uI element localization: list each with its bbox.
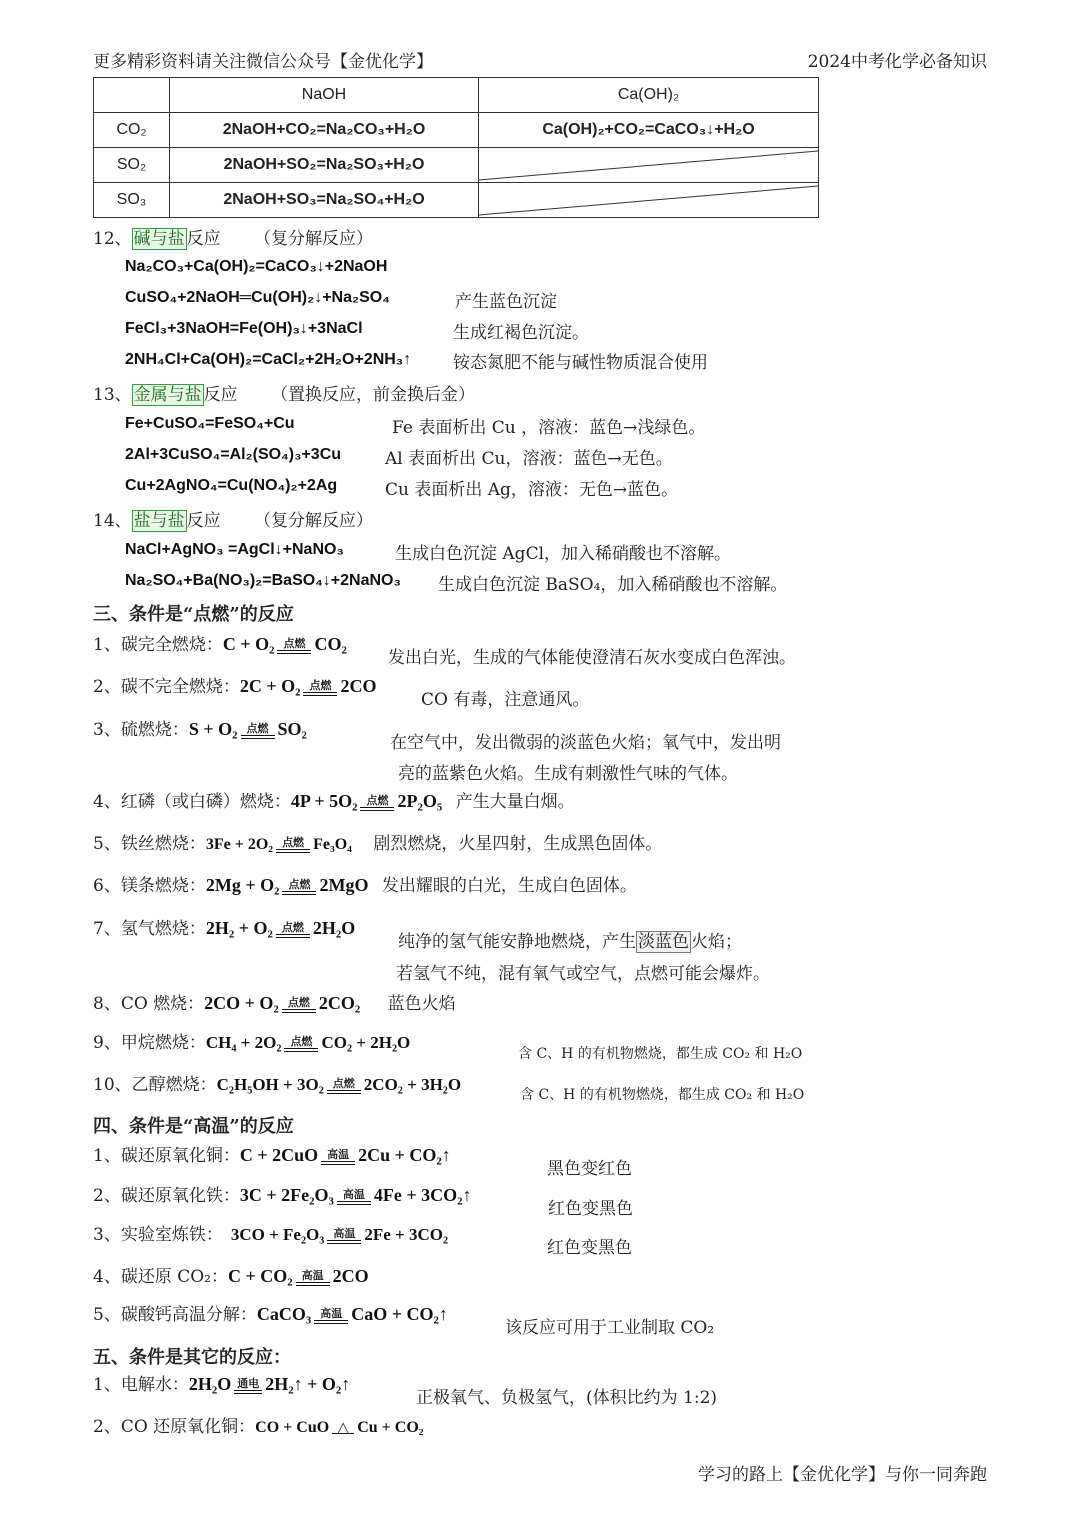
equation-note: 产生蓝色沉淀 [455, 292, 557, 312]
equation: NaCl+AgNO₃ =AgCl↓+NaNO₃ [125, 541, 344, 558]
equation-note: Cu 表面析出 Ag，溶液：无色→蓝色。 [385, 480, 679, 500]
equation-note: 红色变黑色 [548, 1199, 633, 1219]
equation-note: CO 有毒，注意通风。 [421, 690, 590, 710]
reaction-arrow: 点燃 [303, 680, 337, 696]
reaction-arrow: 高温 [327, 1228, 361, 1244]
equation: Fe+CuSO₄=FeSO₄+Cu [125, 415, 295, 432]
reaction-arrow: 高温 [321, 1149, 355, 1165]
table-cell-empty [479, 148, 819, 183]
equation-note: 纯净的氢气能安静地燃烧，产生 淡蓝色 火焰； [398, 932, 742, 952]
reaction-arrow: 点燃 [276, 837, 310, 853]
equation: Na₂CO₃+Ca(OH)₂=CaCO₃↓+2NaOH [125, 258, 388, 275]
reaction-arrow: 点燃 [282, 997, 316, 1013]
reaction-arrow: 点燃 [327, 1078, 361, 1094]
table-row-label: SO₂ [94, 148, 170, 183]
reaction-arrow: 点燃 [360, 795, 394, 811]
equation-note: 生成白色沉淀 BaSO₄，加入稀硝酸也不溶解。 [438, 575, 788, 595]
table-cell: Ca(OH)₂+CO₂=CaCO₃↓+H₂O [479, 113, 819, 148]
reaction-line: 10、乙醇燃烧：C₂H₅OH + 3O₂ 点燃 2CO₂ + 3H₂O [93, 1075, 462, 1095]
equation-note: 正极氧气、负极氢气，(体积比约为 1:2) [416, 1388, 718, 1408]
equation: 2NH₄Cl+Ca(OH)₂=CaCl₂+2H₂O+2NH₃↑ [125, 351, 412, 368]
reaction-arrow: △ [332, 1421, 354, 1434]
reaction-line: 5、碳酸钙高温分解：CaCO₃ 高温 CaO + CO₂↑ [93, 1304, 448, 1325]
reaction-line: 2、碳还原氧化铁：3C + 2Fe₂O₃ 高温 4Fe + 3CO₂↑ [93, 1185, 472, 1206]
table-row-label: SO₃ [94, 183, 170, 218]
reaction-line: 2、CO 还原氧化铜：CO + CuO △ Cu + CO₂ [93, 1417, 424, 1437]
reaction-arrow: 点燃 [241, 723, 275, 739]
equation-note: 发出白光，生成的气体能使澄清石灰水变成白色浑浊。 [388, 648, 796, 668]
reaction-arrow: 高温 [296, 1270, 330, 1286]
diagonal-line [479, 148, 818, 182]
table-header-row [94, 78, 819, 113]
table-cell: 2NaOH+CO₂=Na₂CO₃+H₂O [170, 113, 479, 148]
equation: Na₂SO₄+Ba(NO₃)₂=BaSO₄↓+2NaNO₃ [125, 572, 401, 589]
equation-note: Fe 表面析出 Cu ，溶液：蓝色→浅绿色。 [392, 418, 706, 438]
reaction-line: 2、碳不完全燃烧：2C + O₂ 点燃 2CO [93, 676, 377, 697]
header-left: 更多精彩资料请关注微信公众号【金优化学】 [93, 52, 433, 72]
reaction-line: 3、实验室炼铁： 3CO + Fe₂O₃ 高温 2Fe + 3CO₂ [93, 1225, 449, 1245]
diagonal-line [479, 183, 818, 217]
reaction-line: 3、硫燃烧：S + O₂ 点燃 SO₂ [93, 719, 307, 740]
highlight-term: 碱与盐 [133, 229, 185, 249]
table-row-label: CO₂ [94, 113, 170, 148]
highlight-term: 金属与盐 [133, 385, 202, 405]
equation-note: 红色变黑色 [547, 1238, 632, 1258]
section-title: 四、条件是“高温”的反应 [93, 1116, 294, 1137]
reaction-line: 9、甲烷燃烧：CH₄ + 2O₂ 点燃 CO₂ + 2H₂O [93, 1033, 411, 1053]
equation-note: 生成红褐色沉淀。 [453, 323, 589, 343]
equation: CuSO₄+2NaOH═Cu(OH)₂↓+Na₂SO₄ [125, 289, 390, 306]
reaction-line: 1、碳完全燃烧：C + O₂ 点燃 CO₂ [93, 634, 347, 655]
table-cell: 2NaOH+SO₂=Na₂SO₃+H₂O [170, 148, 479, 183]
equation-note: 在空气中，发出微弱的淡蓝色火焰；氧气中，发出明 [390, 733, 781, 753]
reaction-line: 1、电解水：2H₂O 通电 2H₂↑ + O₂↑ [93, 1374, 351, 1395]
highlight-term: 盐与盐 [133, 511, 185, 531]
highlight-term: 淡蓝色 [638, 932, 689, 952]
reaction-line: 1、碳还原氧化铜：C + 2CuO 高温 2Cu + CO₂↑ [93, 1145, 451, 1166]
reaction-arrow: 点燃 [277, 638, 311, 654]
reaction-arrow: 点燃 [284, 1036, 318, 1052]
equation: FeCl₃+3NaOH=Fe(OH)₃↓+3NaCl [125, 320, 363, 337]
equation-note: 该反应可用于工业制取 CO₂ [505, 1318, 715, 1338]
equation: Cu+2AgNO₄=Cu(NO₄)₂+2Ag [125, 477, 338, 494]
equation-note: Al 表面析出 Cu，溶液：蓝色→无色。 [385, 449, 673, 469]
table-row [94, 148, 819, 183]
reaction-table [93, 77, 819, 218]
reaction-line: 4、碳还原 CO₂：C + CO₂ 高温 2CO [93, 1266, 369, 1287]
table-col-header: NaOH [170, 78, 479, 113]
equation-note: 亮的蓝紫色火焰。生成有刺激性气味的气体。 [398, 764, 738, 784]
reaction-line: 4、红磷（或白磷）燃烧：4P + 5O₂ 点燃 2P₂O₅ 产生大量白烟。 [93, 791, 575, 812]
footer-slogan: 学习的路上【金优化学】与你一同奔跑 [698, 1465, 987, 1485]
header-right: 2024中考化学必备知识 [807, 52, 987, 72]
reaction-line: 8、CO 燃烧：2CO + O₂ 点燃 2CO₂ 蓝色火焰 [93, 993, 456, 1014]
section-title: 三、条件是“点燃”的反应 [93, 604, 294, 625]
table-cell-empty [479, 183, 819, 218]
equation-note: 铵态氮肥不能与碱性物质混合使用 [453, 353, 708, 373]
reaction-line: 5、铁丝燃烧：3Fe + 2O₂ 点燃 Fe₃O₄ 剧烈燃烧，火星四射，生成黑色固体。 [93, 834, 663, 854]
reaction-arrow: 点燃 [282, 879, 316, 895]
equation-note: 生成白色沉淀 AgCl，加入稀硝酸也不溶解。 [395, 544, 732, 564]
reaction-arrow: 高温 [337, 1189, 371, 1205]
section-12-heading: 12、 碱与盐 反应 （复分解反应） [93, 229, 374, 249]
reaction-line: 6、镁条燃烧：2Mg + O₂ 点燃 2MgO 发出耀眼的白光，生成白色固体。 [93, 875, 637, 896]
table-row [94, 183, 819, 218]
section-13-heading: 13、 金属与盐 反应 （置换反应，前金换后金） [93, 385, 476, 405]
equation: 2Al+3CuSO₄=Al₂(SO₄)₃+3Cu [125, 446, 342, 463]
equation-note: 含 C、H 的有机物燃烧，都生成 CO₂ 和 H₂O [518, 1046, 803, 1062]
table-row [94, 113, 819, 148]
reaction-arrow: 通电 [234, 1378, 262, 1394]
reaction-line: 7、氢气燃烧：2H₂ + O₂ 点燃 2H₂O [93, 918, 356, 939]
table-cell: 2NaOH+SO₃=Na₂SO₄+H₂O [170, 183, 479, 218]
reaction-arrow: 点燃 [276, 922, 310, 938]
reaction-arrow: 高温 [314, 1308, 348, 1324]
equation-note: 含 C、H 的有机物燃烧，都生成 CO₂ 和 H₂O [520, 1087, 805, 1103]
section-title: 五、条件是其它的反应： [93, 1347, 291, 1368]
equation-note: 若氢气不纯，混有氧气或空气，点燃可能会爆炸。 [396, 964, 770, 984]
equation-note: 黑色变红色 [547, 1159, 632, 1179]
section-14-heading: 14、 盐与盐 反应 （复分解反应） [93, 511, 374, 531]
table-col-header: Ca(OH)₂ [479, 78, 819, 113]
